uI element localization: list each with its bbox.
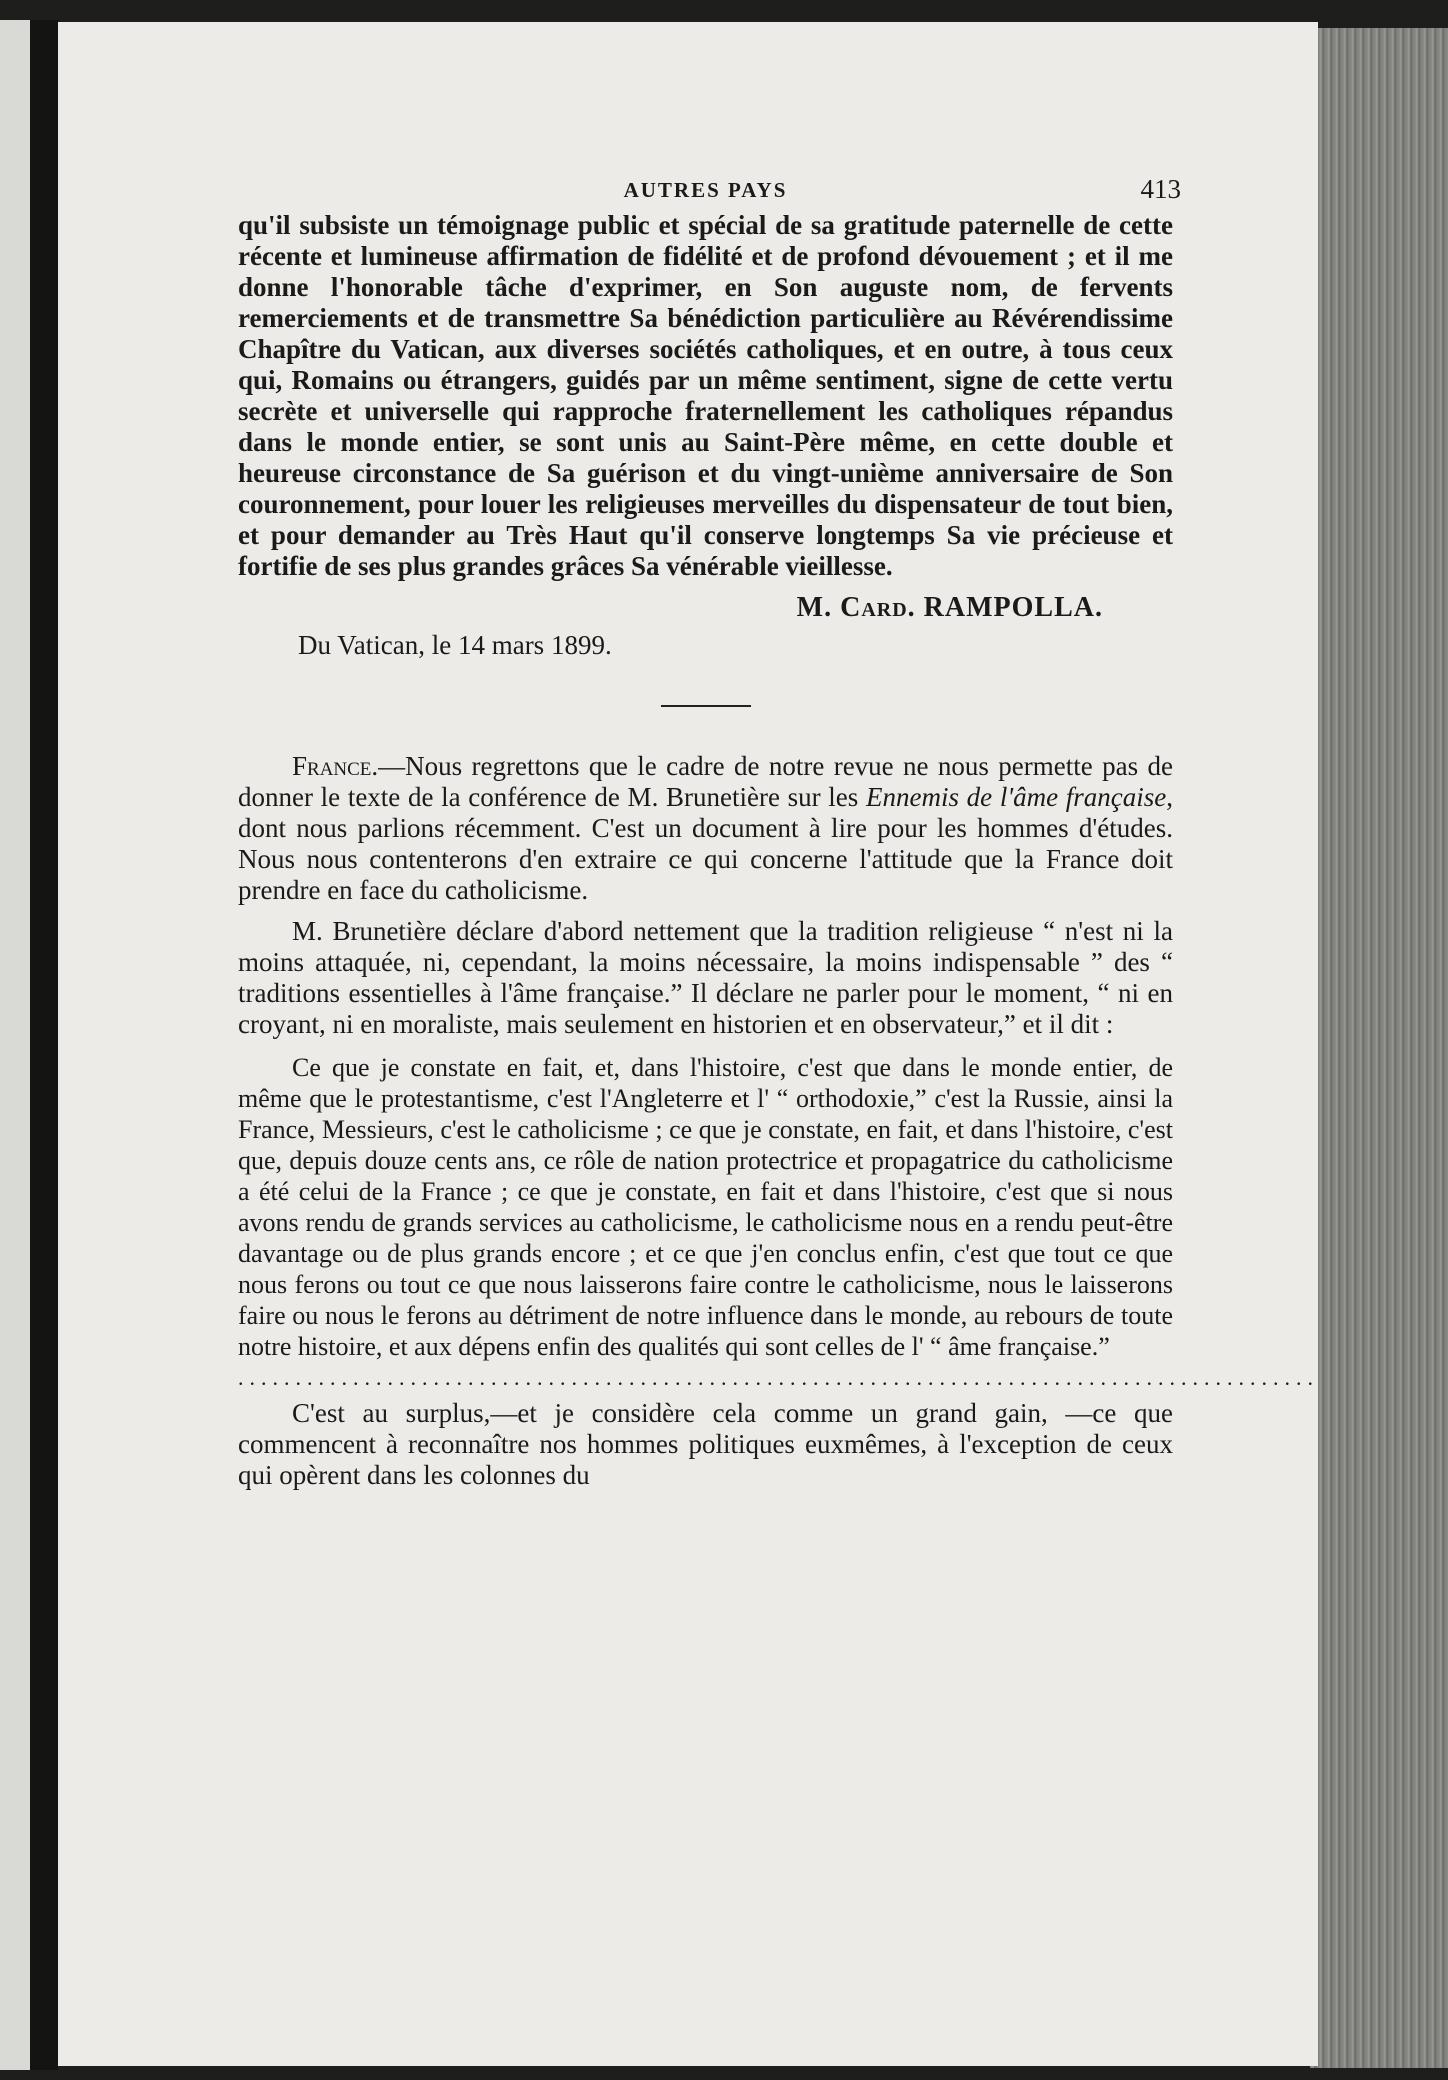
paragraph-text: , dont nous parlions récemment. C'est un document à lire pour les hommes d'études. Nous nous contenterons d'en extraire ce qui concerne l'attitude que la France doit prendre en face du catholicisme.: [238, 782, 1173, 905]
running-head: [238, 162, 1181, 210]
letter-body: qu'il subsiste un témoignage public et spécial de sa gratitude paternelle de cette récente et lumineuse affirmation de fidélité et de profond dévouement ; et il me donne l'honorable tâche d'exprimer, en Son auguste nom, de fervents remerciements et de transmettre Sa bénédiction particulière au Révérendissime Chapître du Vatican, aux diverses sociétés catholiques, et en outre, à tous ceux qui, Romains ou étrangers, guidés par un même sentiment, signe de cette vertu secrète et universelle qui rapproche fraternellement les catholiques répandus dans le monde entier, se sont unis au Saint-Père même, en cette double et heureuse circonstance de Sa guérison et du vingt-unième anniversaire de Son couronnement, pour louer les religieuses merveilles du dispensateur de tout bien, et pour demander au Très Haut qu'il conserve longtemps Sa vie précieuse et fortifie de ses plus grandes grâces Sa vénérable vieillesse.: [238, 210, 1173, 581]
paragraph-surplus: C'est au surplus,—et je considère cela comme un grand gain, —ce que commencent à reconnaître nos hommes politiques euxmêmes, à l'exception de ceux qui opèrent dans les colonnes du: [238, 1398, 1173, 1490]
signature-initial: M.: [796, 592, 841, 623]
spacer: [238, 906, 1173, 916]
running-head-title: AUTRES PAYS: [623, 178, 788, 202]
ellipsis-line: ..............................................................................................: [238, 1365, 1319, 1390]
lead-separator: .—: [371, 751, 406, 781]
paragraph-text: Nous regrettons que le cadre de notre revue ne nous permette pas de donner le texte de la conférence de M. Brunetière sur les: [238, 751, 1173, 812]
book-gutter: [30, 20, 58, 2070]
dateline: Du Vatican, le 14 mars 1899.: [298, 630, 612, 660]
adjacent-page-edge: [0, 20, 30, 2070]
italic-title: Ennemis de l'âme française: [865, 782, 1167, 812]
page-number: 413: [1140, 174, 1181, 204]
quotation: Ce que je constate en fait, et, dans l'histoire, c'est que dans le monde entier, de même que le protestantisme, c'est l'Angleterre et l' “ orthodoxie,” c'est la Russie, ainsi la France, Messieurs, c'est le catholicisme ; ce que je constate, en fait, et dans l'histoire, c'est que, depuis douze cents ans, ce rôle de nation protectrice et propagatrice du catholicisme a été celui de la France ; ce que je constate, en fait et dans l'histoire, c'est que si nous avons rendu de grands services au catholicisme, le catholicisme nous en a rendu peut-être davantage ou de plus grands encore ; et ce que j'en conclus enfin, c'est que tout ce que nous ferons ou tout ce que nous laisserons faire contre le catholicisme, nous le laisserons faire ou nous le ferons au détriment de notre influence dans le monde, au rebours de toute notre histoire, et aux dépens enfin des qualités qui sont celles de l' “ âme française.”: [238, 1053, 1173, 1361]
section-divider: [661, 705, 751, 707]
signature-name: . RAMPOLLA.: [907, 592, 1103, 623]
page-content: [238, 162, 1319, 1491]
paragraph-france: [238, 751, 1173, 906]
book-page: [58, 22, 1318, 2066]
signature-title: Card: [840, 592, 908, 623]
quotation-block: [238, 1052, 1173, 1362]
signature: [238, 592, 1173, 624]
page-stack-edge: [1310, 28, 1448, 2068]
paragraph-brunetiere: M. Brunetière déclare d'abord nettement que la tradition religieuse “ n'est ni la moins attaquée, ni, cependant, la moins nécessaire, la moins indispensable ” des “ traditions essentielles à l'âme française.” Il déclare ne parler pour le moment, “ ni en croyant, ni en moraliste, mais seulement en historien et en observateur,” et il dit :: [238, 916, 1173, 1039]
lead-word: France: [292, 751, 372, 781]
